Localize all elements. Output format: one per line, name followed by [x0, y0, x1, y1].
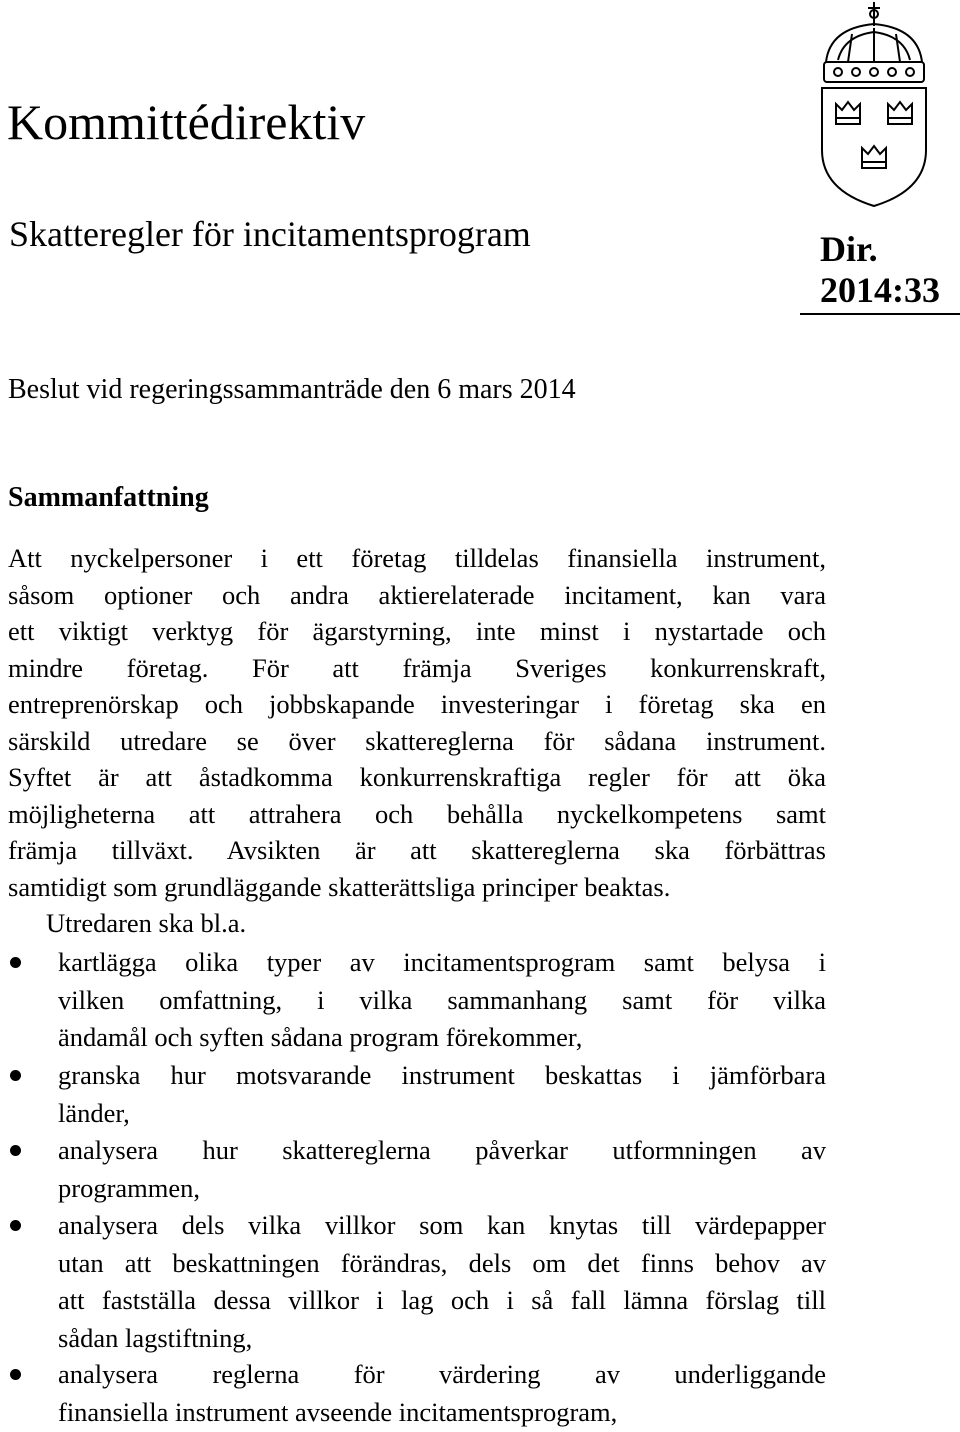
list-item-text	[58, 1356, 826, 1431]
decision-date: Beslut vid regeringssammanträde den 6 mars 2014	[8, 374, 576, 405]
directive-label: Dir.	[820, 229, 878, 269]
list-item-line: vilken omfattning, i vilka sammanhang samt för vilka	[58, 984, 826, 1015]
list-item-line: analysera dels vilka villkor som kan knytas till värdepapper	[58, 1210, 826, 1240]
summary-line: Syftet är att åstadkomma konkurrenskraftiga regler för att öka	[8, 762, 826, 792]
list-item-line: analysera hur skattereglerna påverkar utformningen av	[58, 1135, 826, 1165]
summary-line: ett viktigt verktyg för ägarstyrning, inte minst i nystartade och	[8, 616, 826, 646]
list-item-line: granska hur motsvarande instrument beskattas i jämförbara	[58, 1060, 826, 1090]
directive-number: 2014:33	[820, 270, 940, 310]
summary-line: möjligheterna att attrahera och behålla nyckelkompetens samt	[8, 798, 826, 829]
list-item-text	[58, 1057, 826, 1132]
bullet-icon	[10, 1369, 21, 1380]
list-item-line: länder,	[58, 1097, 130, 1128]
document-subtitle: Skatteregler för incitamentsprogram	[9, 214, 531, 254]
list-item-line: analysera reglerna för värdering av underliggande	[58, 1359, 826, 1389]
bullet-icon	[10, 1070, 21, 1081]
summary-line: samtidigt som grundläggande skatterättsliga principer beaktas.	[8, 871, 671, 902]
summary-line: främja tillväxt. Avsikten är att skattereglerna ska förbättras	[8, 835, 826, 865]
summary-line: såsom optioner och andra aktierelaterade incitament, kan vara	[8, 579, 826, 610]
list-item-line: att fastställa dessa villkor i lag och i så fall lämna förslag till	[58, 1285, 826, 1315]
header-divider	[800, 313, 960, 315]
list-item-line: kartlägga olika typer av incitamentsprogram samt belysa i	[58, 947, 826, 977]
list-item-text	[58, 944, 826, 1057]
list-item-line: sådan lagstiftning,	[58, 1322, 253, 1353]
list-item-line: ändamål och syften sådana program förekommer,	[58, 1022, 583, 1052]
bullet-icon	[10, 1220, 21, 1231]
swedish-coat-of-arms-icon	[808, 0, 942, 212]
summary-line: särskild utredare se över skattereglerna för sådana instrument.	[8, 725, 826, 756]
list-item-text	[58, 1207, 826, 1357]
list-item-line: programmen,	[58, 1172, 201, 1203]
document-title: Kommittédirektiv	[7, 94, 366, 150]
list-item-line: utan att beskattningen förändras, dels om det finns behov av	[58, 1247, 826, 1278]
section-heading: Sammanfattning	[8, 482, 209, 513]
list-item-text	[58, 1132, 826, 1207]
bullet-icon	[10, 1145, 21, 1156]
list-item-line: finansiella instrument avseende incitamentsprogram,	[58, 1396, 618, 1427]
summary-paragraph	[8, 540, 826, 905]
summary-line: Att nyckelpersoner i ett företag tilldelas finansiella instrument,	[8, 543, 826, 573]
intro-line: Utredaren ska bl.a.	[46, 908, 247, 938]
summary-line: entreprenörskap och jobbskapande investeringar i företag ska en	[8, 689, 826, 719]
summary-line: mindre företag. För att främja Sveriges konkurrenskraft,	[8, 652, 826, 683]
bullet-icon	[10, 957, 21, 968]
